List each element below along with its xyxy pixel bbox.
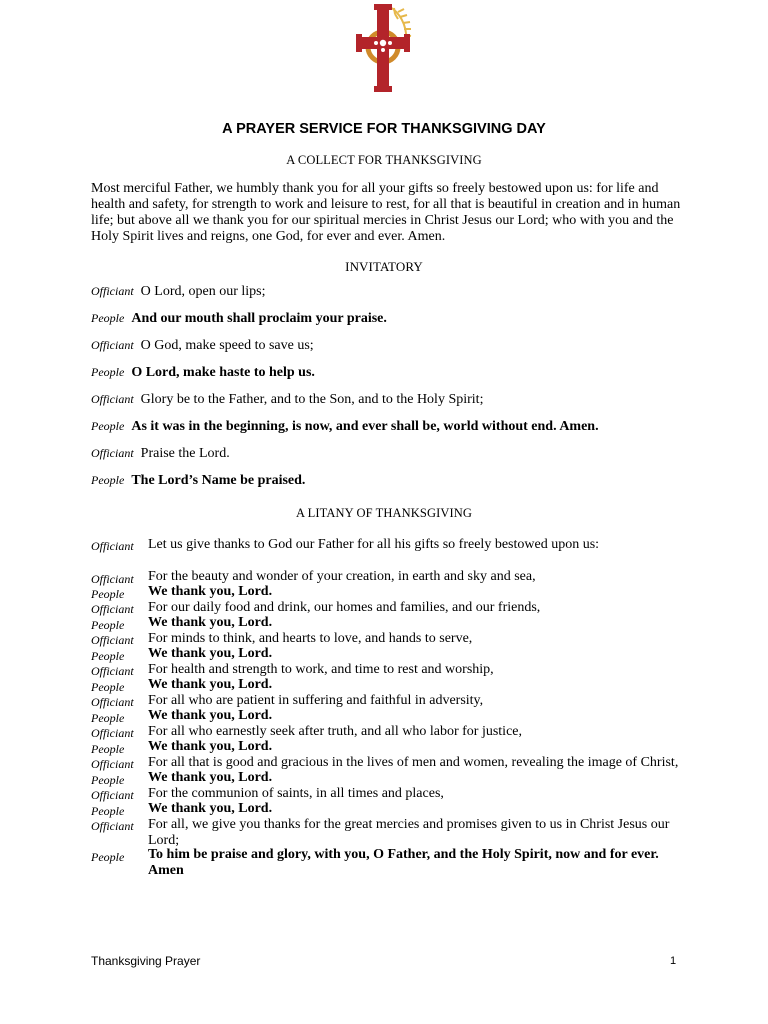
role-label: People	[91, 365, 125, 379]
role-label: People	[91, 850, 125, 864]
litany-petition: For all, we give you thanks for the great mercies and promises given to us in Christ Jesus our Lord;	[148, 817, 670, 848]
litany-response: We thank you, Lord.	[148, 801, 273, 816]
role-label: People	[91, 773, 125, 787]
role-label: People	[91, 473, 125, 487]
role-label: Officiant	[91, 664, 134, 678]
invitatory-line	[91, 311, 387, 327]
versicle-text: O God, make speed to save us;	[140, 338, 314, 353]
litany-response: We thank you, Lord.	[148, 739, 273, 754]
litany-intro-text: Let us give thanks to God our Father for all his gifts so freely bestowed upon us:	[148, 537, 600, 552]
document-title: A PRAYER SERVICE FOR THANKSGIVING DAY	[222, 121, 546, 137]
celtic-cross-with-wheat-icon	[352, 2, 418, 94]
response-text: And our mouth shall proclaim your praise.	[131, 311, 387, 326]
role-label: Officiant	[91, 392, 134, 406]
role-label: Officiant	[91, 788, 134, 802]
litany-petition: For all that is good and gracious in the lives of men and women, revealing the image of Christ,	[148, 755, 679, 770]
litany-petition: For minds to think, and hearts to love, and hands to serve,	[148, 631, 473, 646]
response-text: The Lord’s Name be praised.	[131, 473, 306, 488]
invitatory-heading: INVITATORY	[345, 259, 423, 274]
invitatory-line	[91, 419, 599, 435]
versicle-text: Glory be to the Father, and to the Son, and to the Holy Spirit;	[140, 392, 484, 407]
versicle-text: O Lord, open our lips;	[140, 284, 266, 299]
litany-response: We thank you, Lord.	[148, 646, 273, 661]
response-text: As it was in the beginning, is now, and ever shall be, world without end. Amen.	[131, 419, 599, 434]
collect-heading: A COLLECT FOR THANKSGIVING	[286, 153, 482, 167]
litany-petition: For health and strength to work, and time to rest and worship,	[148, 662, 494, 677]
role-label: People	[91, 804, 125, 818]
role-label: People	[91, 311, 125, 325]
response-text: O Lord, make haste to help us.	[131, 365, 315, 380]
role-label: People	[91, 587, 125, 601]
role-label: People	[91, 711, 125, 725]
litany-response: We thank you, Lord.	[148, 677, 273, 692]
role-label: Officiant	[91, 338, 134, 352]
litany-response: We thank you, Lord.	[148, 615, 273, 630]
litany-response: We thank you, Lord.	[148, 584, 273, 599]
role-label: People	[91, 419, 125, 433]
role-label: Officiant	[91, 539, 134, 553]
litany-petition: For all who are patient in suffering and faithful in adversity,	[148, 693, 484, 708]
litany-response: To him be praise and glory, with you, O Father, and the Holy Spirit, now and for ever. Amen	[148, 847, 659, 878]
role-label: Officiant	[91, 284, 134, 298]
role-label: People	[91, 742, 125, 756]
litany-petition: For our daily food and drink, our homes and families, and our friends,	[148, 600, 541, 615]
role-label: People	[91, 618, 125, 632]
collect-text: Most merciful Father, we humbly thank you for all your gifts so freely bestowed upon us: for life and health and safety, for strength to work and leisure to rest, for all that is beautiful in creation and in human life; but above all we thank you for our spiritual mercies in Christ Jesus our Lord; who with you and the Holy Spirit lives and reigns, one God, for ever and ever. Amen.	[91, 181, 681, 244]
litany-petition: For the beauty and wonder of your creation, in earth and sky and sea,	[148, 569, 536, 584]
role-label: Officiant	[91, 633, 134, 647]
role-label: Officiant	[91, 602, 134, 616]
footer-title: Thanksgiving Prayer	[91, 954, 201, 968]
invitatory-line	[91, 392, 483, 408]
page-number: 1	[670, 955, 677, 967]
role-label: Officiant	[91, 695, 134, 709]
invitatory-line	[91, 446, 230, 462]
litany-petition: For all who earnestly seek after truth, and all who labor for justice,	[148, 724, 522, 739]
versicle-text: Praise the Lord.	[140, 446, 230, 461]
role-label: Officiant	[91, 446, 134, 460]
role-label: Officiant	[91, 572, 134, 586]
role-label: People	[91, 680, 125, 694]
role-label: Officiant	[91, 726, 134, 740]
invitatory-line	[91, 284, 266, 300]
role-label: Officiant	[91, 757, 134, 771]
invitatory-line	[91, 473, 305, 489]
litany-petition: For the communion of saints, in all times and places,	[148, 786, 444, 801]
invitatory-line	[91, 365, 315, 381]
litany-response: We thank you, Lord.	[148, 708, 273, 723]
litany-response: We thank you, Lord.	[148, 770, 273, 785]
litany-heading: A LITANY OF THANKSGIVING	[295, 506, 473, 520]
invitatory-line	[91, 338, 314, 354]
role-label: People	[91, 649, 125, 663]
role-label: Officiant	[91, 819, 134, 833]
